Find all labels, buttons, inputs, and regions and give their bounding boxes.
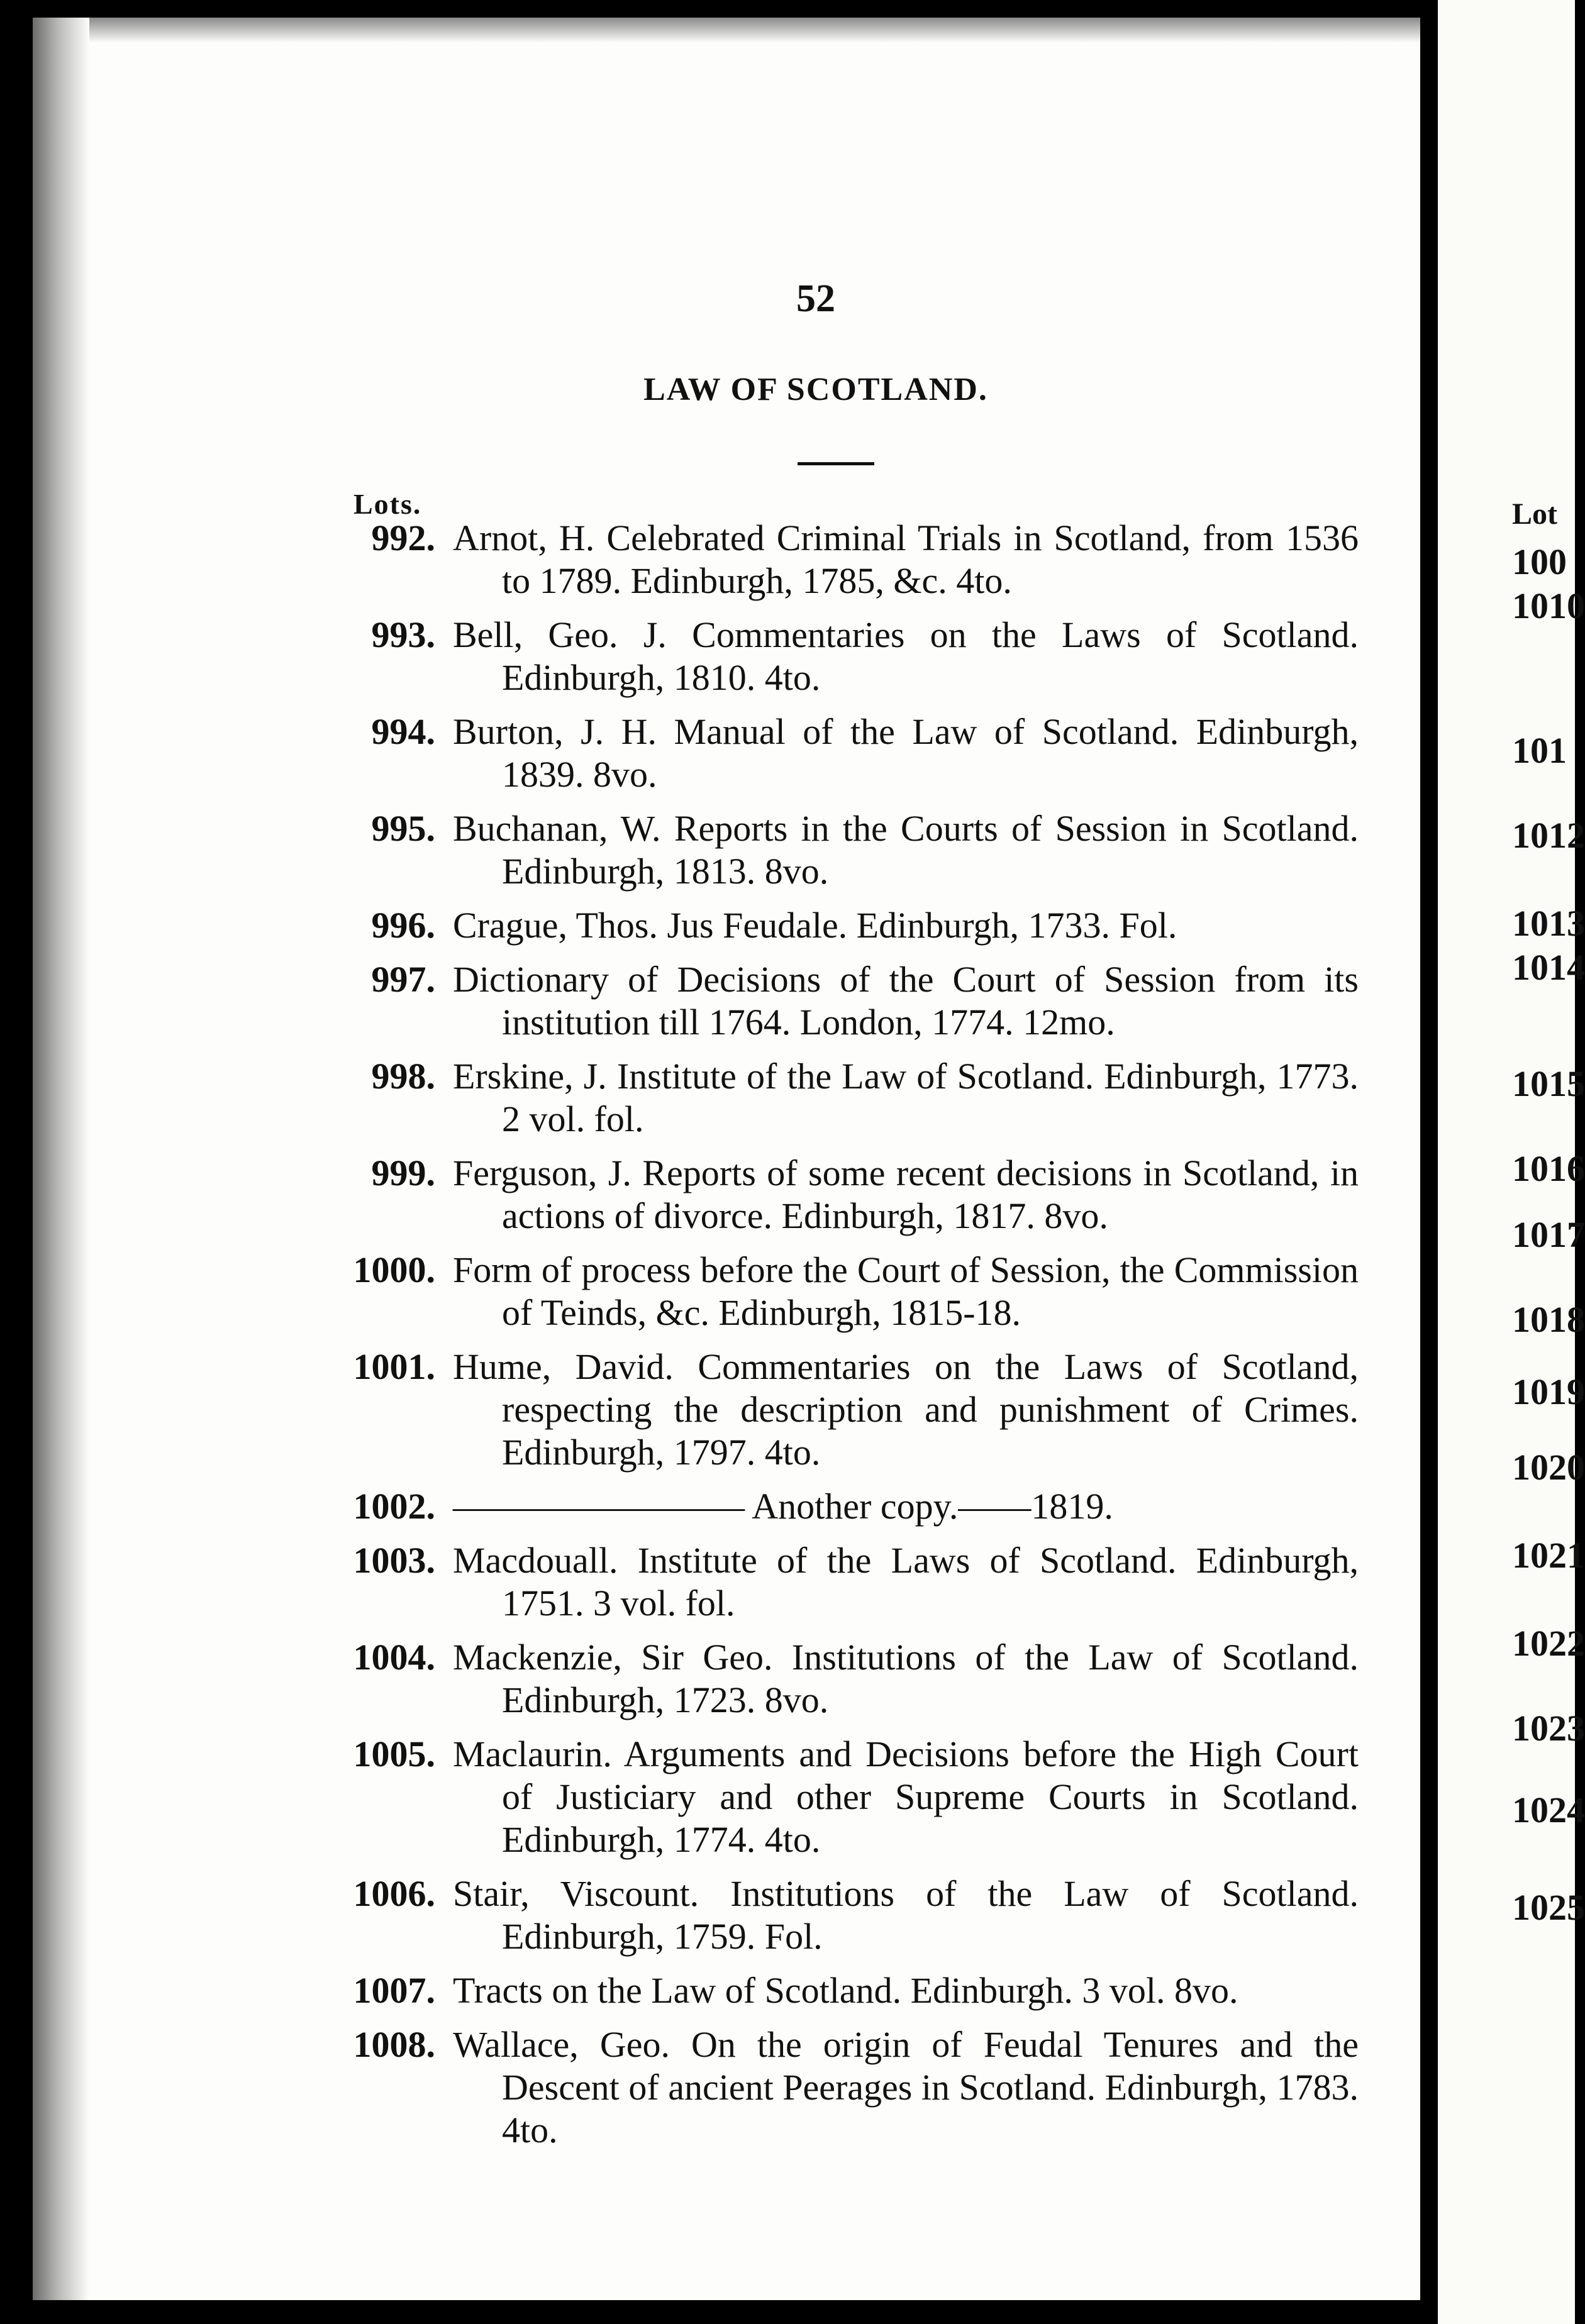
facing-lot-number: 1025 (1512, 1887, 1585, 1928)
facing-lot-number: 1010 (1512, 585, 1585, 626)
lot-entry (352, 614, 1359, 699)
lot-number: 1006. (353, 1873, 435, 1914)
facing-lot-number: 1012 (1512, 815, 1585, 856)
lot-description: Hume, David. Commentaries on the Laws of Scotland, respecting the description and punishment of Crimes. Edinburgh, 1797. 4to. (453, 1346, 1359, 1473)
lot-description: Burton, J. H. Manual of the Law of Scotland. Edinburgh, 1839. 8vo. (453, 711, 1359, 795)
lot-number: 1007. (353, 1970, 435, 2011)
lot-number: 992. (371, 517, 435, 558)
lot-number: 1008. (353, 2024, 435, 2065)
page-number: 52 (796, 277, 835, 320)
facing-lot-number: 100 (1512, 541, 1567, 582)
lot-description: Maclaurin. Arguments and Decisions before the High Court of Justiciary and other Supreme Courts in Scotland. Edinburgh, 1774. 4to. (453, 1734, 1359, 1860)
facing-lots-heading: Lot (1512, 497, 1557, 531)
facing-lot-number: 1021 (1512, 1535, 1585, 1576)
lot-number: 996. (371, 905, 435, 946)
lot-number: 997. (371, 959, 435, 1000)
lot-entry (352, 1249, 1359, 1334)
lot-description: Buchanan, W. Reports in the Courts of Session in Scotland. Edinburgh, 1813. 8vo. (453, 808, 1359, 892)
facing-lot-number: 1024 (1512, 1790, 1585, 1830)
facing-lot-number: 1016 (1512, 1148, 1585, 1189)
lot-entry (352, 1969, 1359, 2012)
lot-description: Dictionary of Decisions of the Court of Session from its institution till 1764. London, 1774. 12mo. (453, 959, 1359, 1043)
lot-entry (352, 1346, 1359, 1474)
facing-lot-number: 1014 (1512, 947, 1585, 988)
lot-number: 993. (371, 614, 435, 655)
lot-entry (352, 517, 1359, 602)
lot-description: Form of process before the Court of Session, the Commission of Teinds, &c. Edinburgh, 1815-18. (453, 1249, 1359, 1333)
lot-description: Macdouall. Institute of the Laws of Scotland. Edinburgh, 1751. 3 vol. fol. (453, 1540, 1359, 1624)
gutter-shadow (33, 18, 89, 2300)
lot-number: 1001. (353, 1346, 435, 1387)
lot-description: Stair, Viscount. Institutions of the Law of Scotland. Edinburgh, 1759. Fol. (453, 1873, 1359, 1957)
lot-entry (352, 807, 1359, 893)
lot-list (352, 517, 1359, 2163)
lot-entry (352, 904, 1359, 947)
lot-entry (352, 1636, 1359, 1722)
facing-lot-number: 1018 (1512, 1299, 1585, 1340)
lot-entry (352, 1485, 1359, 1528)
lot-entry (352, 1055, 1359, 1141)
lot-entry (352, 711, 1359, 796)
lot-description: Wallace, Geo. On the origin of Feudal Tenures and the Descent of ancient Peerages in Scotland. Edinburgh, 1783. 4to. (453, 2024, 1359, 2150)
facing-lot-number: 1019 (1512, 1371, 1585, 1412)
lot-description: Erskine, J. Institute of the Law of Scotland. Edinburgh, 1773. 2 vol. fol. (453, 1056, 1359, 1139)
lot-number: 1000. (353, 1249, 435, 1290)
facing-lot-number: 101 (1512, 730, 1567, 771)
lot-entry (352, 1539, 1359, 1625)
lot-entry (352, 958, 1359, 1044)
section-title: LAW OF SCOTLAND. (643, 372, 988, 407)
lot-number: 1003. (353, 1540, 435, 1581)
lot-description: ———————— Another copy.——1819. (453, 1486, 1113, 1527)
lot-description: Crague, Thos. Jus Feudale. Edinburgh, 1733. Fol. (453, 905, 1177, 946)
lot-number: 1005. (353, 1734, 435, 1774)
lot-number: 1002. (353, 1486, 435, 1527)
lot-description: Ferguson, J. Reports of some recent decisions in Scotland, in actions of divorce. Edinburgh, 1817. 8vo. (453, 1153, 1359, 1236)
lot-entry (352, 1152, 1359, 1237)
lot-number: 999. (371, 1153, 435, 1193)
facing-lot-number: 1017 (1512, 1214, 1585, 1255)
lots-heading: Lots. (353, 488, 422, 520)
lot-number: 1004. (353, 1637, 435, 1678)
lot-description: Arnot, H. Celebrated Criminal Trials in Scotland, from 1536 to 1789. Edinburgh, 1785, &c. 4to. (453, 517, 1359, 601)
lot-description: Bell, Geo. J. Commentaries on the Laws of Scotland. Edinburgh, 1810. 4to. (453, 614, 1359, 698)
title-rule (798, 462, 874, 465)
lot-description: Mackenzie, Sir Geo. Institutions of the Law of Scotland. Edinburgh, 1723. 8vo. (453, 1637, 1359, 1720)
facing-lot-number: 1020 (1512, 1447, 1585, 1488)
lot-number: 994. (371, 711, 435, 752)
lot-entry (352, 2023, 1359, 2152)
lot-number: 998. (371, 1056, 435, 1097)
facing-lot-number: 1013 (1512, 903, 1585, 944)
facing-lot-number: 1015 (1512, 1063, 1585, 1104)
lot-number: 995. (371, 808, 435, 849)
lot-entry (352, 1733, 1359, 1861)
lot-entry (352, 1873, 1359, 1958)
facing-lot-number: 1023 (1512, 1708, 1585, 1749)
lot-description: Tracts on the Law of Scotland. Edinburgh. 3 vol. 8vo. (453, 1970, 1238, 2011)
facing-lot-number: 1022 (1512, 1623, 1585, 1664)
page-top-edge (33, 18, 1420, 43)
